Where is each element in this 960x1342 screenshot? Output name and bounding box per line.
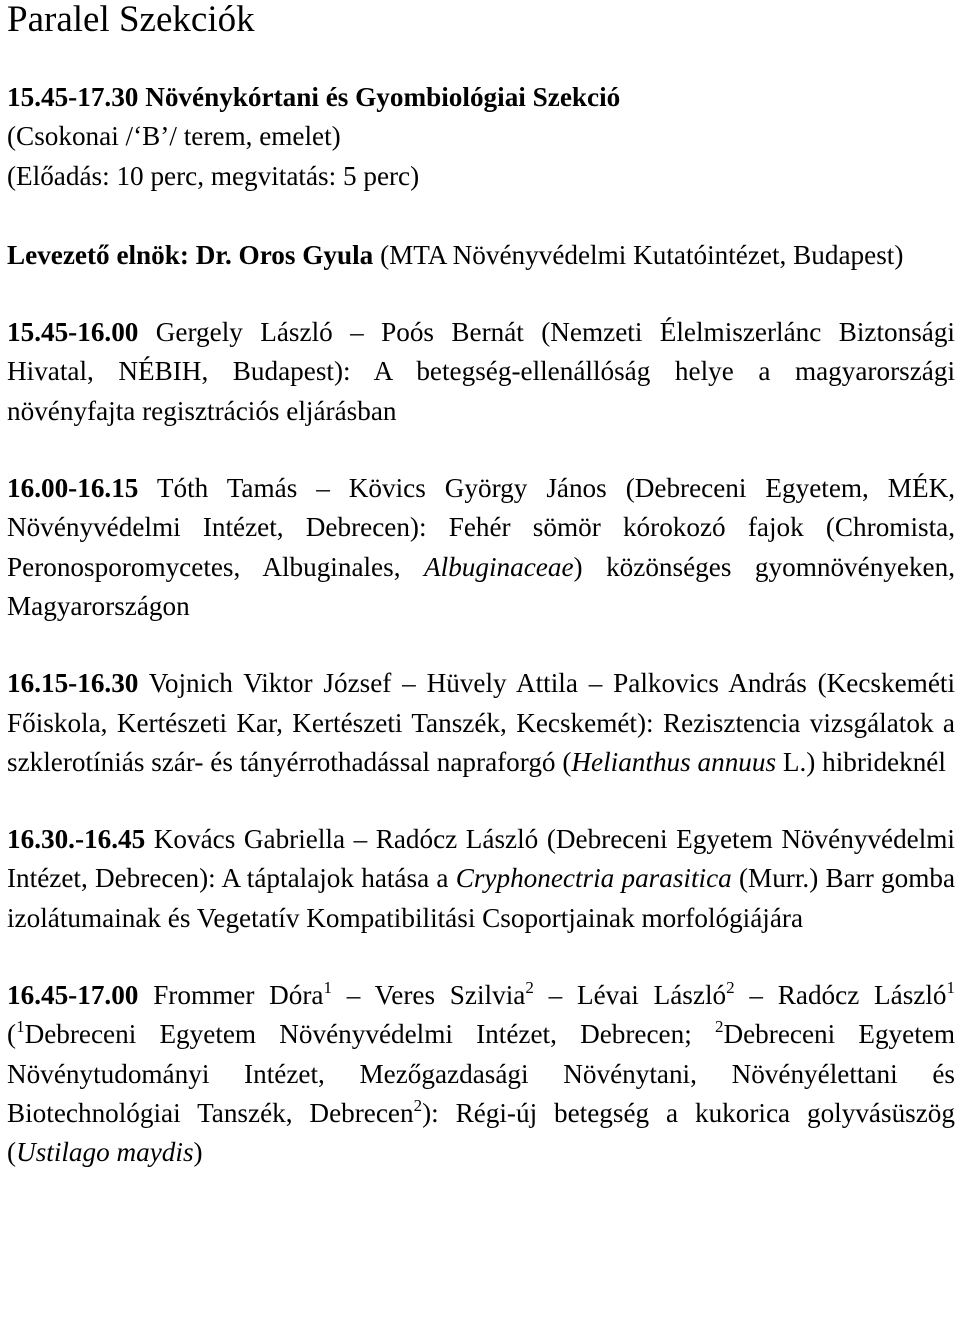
page-title: Paralel Szekciók bbox=[7, 0, 255, 40]
talk-5-time: 16.45-17.00 bbox=[7, 980, 139, 1011]
talk-5-author-4: – Radócz László bbox=[734, 980, 947, 1011]
section-heading bbox=[7, 78, 955, 117]
talk-5 bbox=[7, 976, 955, 1172]
talk-5-author-2: – Veres Szilvia bbox=[332, 980, 526, 1011]
talk-2-time: 16.00-16.15 bbox=[7, 473, 139, 504]
talk-1-text: Gergely László – Poós Bernát (Nemzeti Élelmiszerlánc Biztonsági Hivatal, NÉBIH, Budapest): A betegség-ellenállóság helye a magyarországi növényfajta regisztrációs eljárásban bbox=[7, 317, 955, 426]
talk-1 bbox=[7, 313, 955, 431]
talk-5-author-1: Frommer Dóra bbox=[153, 980, 324, 1011]
talk-4 bbox=[7, 820, 955, 938]
section-time: 15.45-17.30 bbox=[7, 82, 139, 112]
talk-3 bbox=[7, 664, 955, 782]
talk-5-author-3: – Lévai László bbox=[533, 980, 727, 1011]
section-room: (Csokonai /‘B’/ terem, emelet) bbox=[7, 121, 341, 152]
talk-4-text-a: Kovács Gabriella – Radócz László (Debreceni Egyetem Növényvédelmi Intézet, Debrecen): A táptalajok hatása a bbox=[7, 824, 955, 894]
talk-2-italic: Albuginaceae bbox=[424, 551, 574, 582]
superscript: 2 bbox=[525, 978, 534, 998]
talk-4-time: 16.30.-16.45 bbox=[7, 824, 146, 855]
talk-3-italic: Helianthus annuus bbox=[571, 746, 777, 777]
superscript: 1 bbox=[323, 978, 332, 998]
talk-3-text-a: Vojnich Viktor József – Hüvely Attila – Palkovics András (Kecskeméti Főiskola, Kertészeti Kar, Kertészeti Tanszék, Kecskemét): Rezisztencia vizsgálatok a szklerotíniás szár- és tányérrothadással napraforgó ( bbox=[7, 668, 955, 777]
talk-3-time: 16.15-16.30 bbox=[7, 668, 139, 699]
talk-5-affiliation-2: Debreceni Egyetem Növénytudományi Intézet, Mezőgazdasági Növénytani, Növényélettani és Biotechnológiai Tanszék, Debrecen bbox=[7, 1019, 955, 1128]
chair-name: Dr. Oros Gyula bbox=[195, 239, 374, 270]
section-format: (Előadás: 10 perc, megvitatás: 5 perc) bbox=[7, 160, 420, 191]
talk-5-affiliation-1: Debreceni Egyetem Növényvédelmi Intézet, Debrecen; bbox=[24, 1019, 715, 1050]
talk-1-time: 15.45-16.00 bbox=[7, 317, 139, 348]
talk-5-title: ): Régi-új betegség a kukorica golyvásüszög ( bbox=[7, 1097, 955, 1168]
superscript: 1 bbox=[946, 978, 956, 998]
talk-5-italic: Ustilago maydis bbox=[16, 1137, 194, 1168]
superscript: 2 bbox=[726, 978, 735, 998]
section-name: Növénykórtani és Gyombiológiai Szekció bbox=[145, 82, 621, 112]
talk-4-text-b: (Murr.) Barr gomba izolátumainak és Vegetatív Kompatibilitási Csoportjainak morfológiájára bbox=[7, 863, 956, 933]
document-page bbox=[7, 0, 955, 1173]
superscript: 2 bbox=[413, 1095, 423, 1115]
superscript: 1 bbox=[16, 1017, 25, 1037]
talk-2-text-b: ) közönséges gyomnövényeken, Magyarországon bbox=[7, 551, 956, 621]
superscript: 2 bbox=[714, 1017, 724, 1037]
talk-5-text: ( bbox=[7, 1019, 17, 1050]
talk-2-text-a: Tóth Tamás – Kövics György János (Debreceni Egyetem, MÉK, Növényvédelmi Intézet, Debrecen): Fehér sömör kórokozó fajok (Chromista, Peronosporomycetes, Albuginales, bbox=[7, 473, 956, 582]
talk-5-close: ) bbox=[193, 1137, 203, 1168]
chair-affiliation: (MTA Növényvédelmi Kutatóintézet, Budapest) bbox=[380, 239, 904, 270]
chair-label: Levezető elnök: bbox=[7, 239, 189, 270]
talk-4-italic: Cryphonectria parasitica bbox=[455, 863, 732, 894]
talk-3-text-b: L.) hibrideknél bbox=[776, 746, 946, 777]
talk-2 bbox=[7, 469, 955, 626]
chair-paragraph bbox=[7, 236, 955, 275]
